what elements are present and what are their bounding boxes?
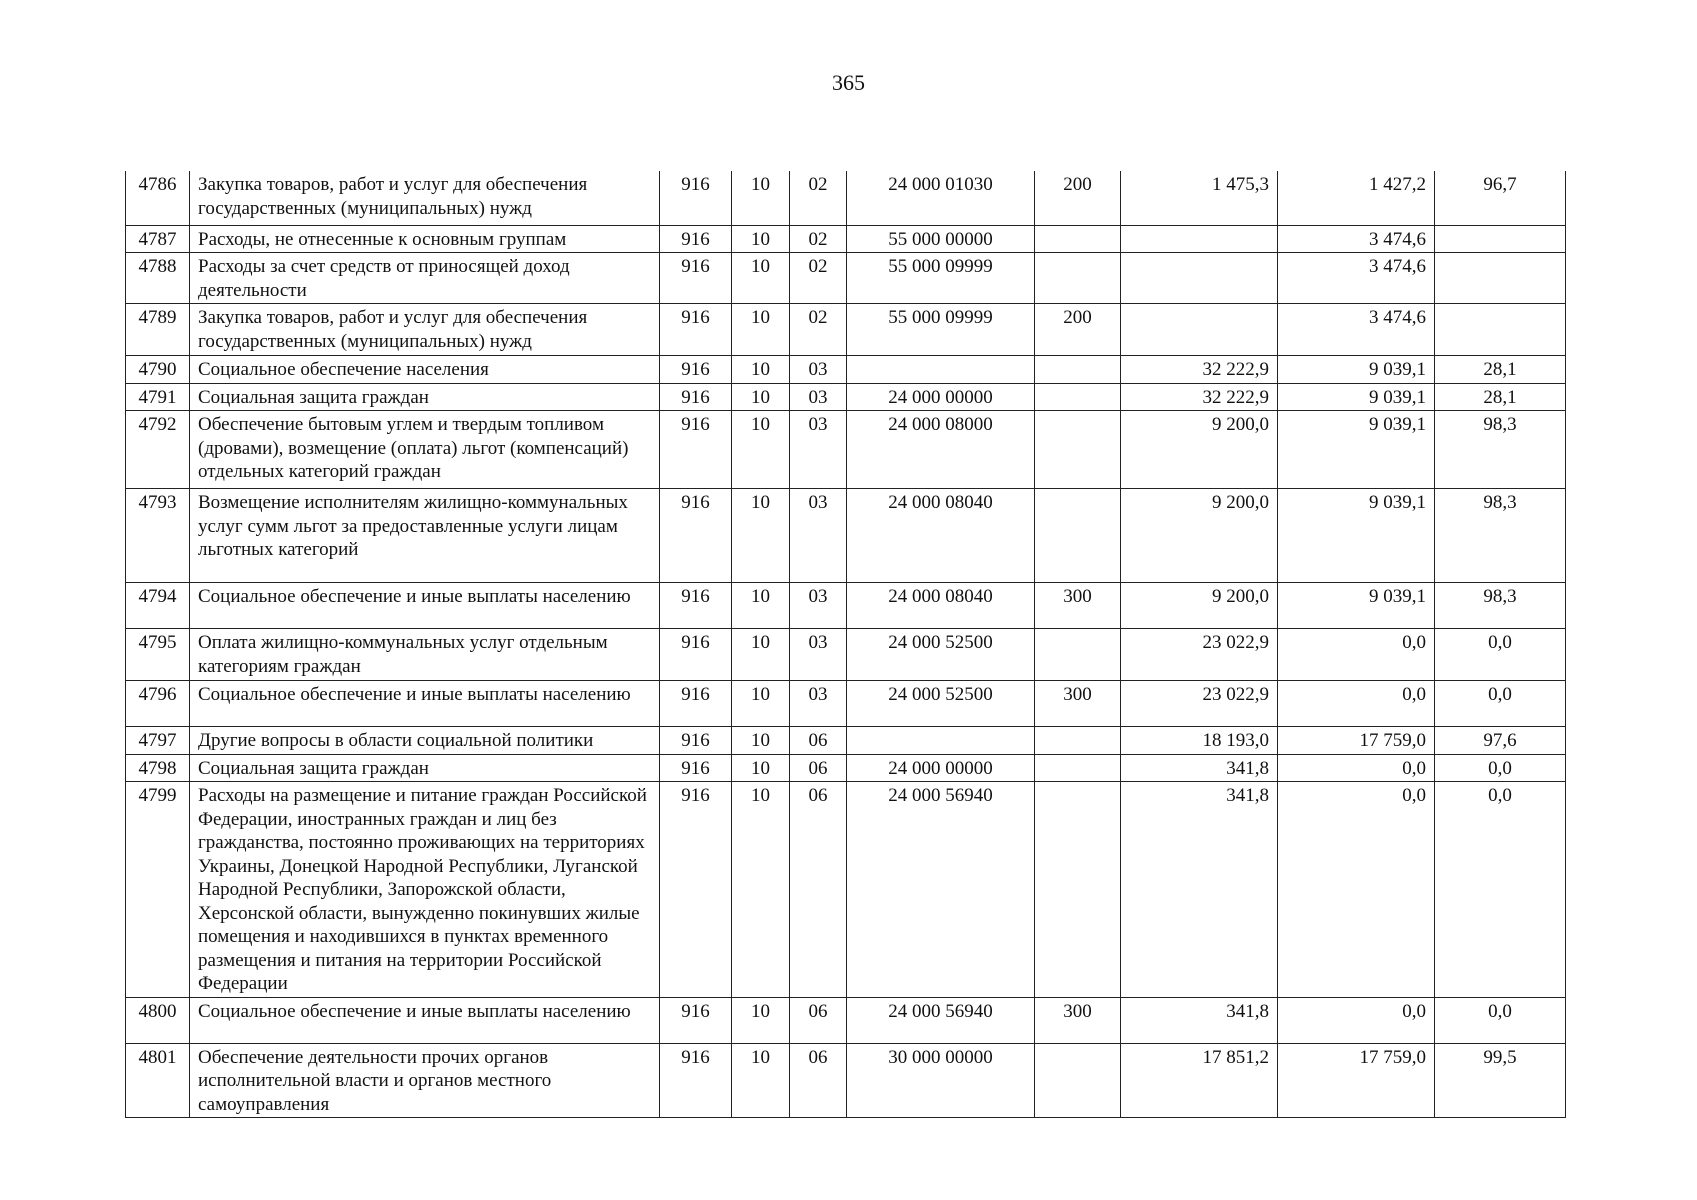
subsection-code-cell: 06: [790, 782, 847, 998]
department-code-cell: 916: [660, 727, 732, 755]
target-article-cell: 30 000 00000: [847, 1043, 1035, 1118]
planned-amount-cell: 341,8: [1121, 754, 1278, 782]
target-article-cell: 55 000 00000: [847, 225, 1035, 253]
department-code-cell: 916: [660, 997, 732, 1043]
actual-amount-cell: 0,0: [1278, 629, 1435, 681]
section-code-cell: 10: [732, 681, 790, 727]
target-article-cell: 24 000 56940: [847, 782, 1035, 998]
subsection-code-cell: 02: [790, 304, 847, 356]
execution-percent-cell: 0,0: [1435, 754, 1566, 782]
actual-amount-cell: 9 039,1: [1278, 356, 1435, 384]
subsection-code-cell: 03: [790, 583, 847, 629]
table-row: [126, 304, 1566, 356]
expense-name-cell: Оплата жилищно-коммунальных услуг отдельным категориям граждан: [190, 629, 660, 681]
subsection-code-cell: 03: [790, 629, 847, 681]
target-article-cell: 24 000 52500: [847, 681, 1035, 727]
department-code-cell: 916: [660, 304, 732, 356]
table-row: [126, 1043, 1566, 1118]
department-code-cell: 916: [660, 754, 732, 782]
expense-name-cell: Другие вопросы в области социальной политики: [190, 727, 660, 755]
department-code-cell: 916: [660, 681, 732, 727]
expense-type-cell: 300: [1035, 997, 1121, 1043]
expense-name-cell: Закупка товаров, работ и услуг для обеспечения государственных (муниципальных) нужд: [190, 304, 660, 356]
planned-amount-cell: 32 222,9: [1121, 356, 1278, 384]
expense-name-cell: Расходы за счет средств от приносящей доход деятельности: [190, 253, 660, 304]
department-code-cell: 916: [660, 489, 732, 583]
target-article-cell: 24 000 08040: [847, 583, 1035, 629]
section-code-cell: 10: [732, 782, 790, 998]
expense-type-cell: [1035, 411, 1121, 489]
subsection-code-cell: 06: [790, 754, 847, 782]
expense-name-cell: Обеспечение бытовым углем и твердым топливом (дровами), возмещение (оплата) льгот (компенсаций) отдельных категорий граждан: [190, 411, 660, 489]
target-article-cell: 24 000 52500: [847, 629, 1035, 681]
table-row: [126, 782, 1566, 998]
planned-amount-cell: 341,8: [1121, 997, 1278, 1043]
row-number-cell: 4788: [126, 253, 190, 304]
table-row: [126, 225, 1566, 253]
planned-amount-cell: [1121, 225, 1278, 253]
execution-percent-cell: [1435, 304, 1566, 356]
subsection-code-cell: 03: [790, 383, 847, 411]
table-row: [126, 356, 1566, 384]
department-code-cell: 916: [660, 356, 732, 384]
section-code-cell: 10: [732, 411, 790, 489]
target-article-cell: 24 000 08000: [847, 411, 1035, 489]
table-row: [126, 489, 1566, 583]
target-article-cell: 55 000 09999: [847, 253, 1035, 304]
planned-amount-cell: 9 200,0: [1121, 411, 1278, 489]
department-code-cell: 916: [660, 411, 732, 489]
planned-amount-cell: 32 222,9: [1121, 383, 1278, 411]
expense-name-cell: Социальное обеспечение и иные выплаты населению: [190, 681, 660, 727]
actual-amount-cell: 0,0: [1278, 754, 1435, 782]
expense-name-cell: Обеспечение деятельности прочих органов исполнительной власти и органов местного самоуправления: [190, 1043, 660, 1118]
subsection-code-cell: 02: [790, 225, 847, 253]
section-code-cell: 10: [732, 754, 790, 782]
section-code-cell: 10: [732, 583, 790, 629]
subsection-code-cell: 03: [790, 411, 847, 489]
expense-type-cell: 200: [1035, 171, 1121, 225]
execution-percent-cell: [1435, 225, 1566, 253]
row-number-cell: 4798: [126, 754, 190, 782]
subsection-code-cell: 02: [790, 253, 847, 304]
subsection-code-cell: 06: [790, 1043, 847, 1118]
row-number-cell: 4792: [126, 411, 190, 489]
row-number-cell: 4800: [126, 997, 190, 1043]
subsection-code-cell: 03: [790, 489, 847, 583]
expense-name-cell: Социальная защита граждан: [190, 754, 660, 782]
subsection-code-cell: 03: [790, 356, 847, 384]
row-number-cell: 4787: [126, 225, 190, 253]
section-code-cell: 10: [732, 304, 790, 356]
department-code-cell: 916: [660, 583, 732, 629]
actual-amount-cell: 17 759,0: [1278, 727, 1435, 755]
budget-table: [125, 171, 1566, 1118]
table-row: [126, 754, 1566, 782]
page-number: 365: [832, 70, 865, 95]
actual-amount-cell: 3 474,6: [1278, 253, 1435, 304]
target-article-cell: 24 000 01030: [847, 171, 1035, 225]
execution-percent-cell: [1435, 253, 1566, 304]
execution-percent-cell: 0,0: [1435, 681, 1566, 727]
table-row: [126, 629, 1566, 681]
table-row: [126, 253, 1566, 304]
department-code-cell: 916: [660, 171, 732, 225]
subsection-code-cell: 06: [790, 997, 847, 1043]
execution-percent-cell: 97,6: [1435, 727, 1566, 755]
execution-percent-cell: 0,0: [1435, 629, 1566, 681]
row-number-cell: 4801: [126, 1043, 190, 1118]
expense-type-cell: [1035, 253, 1121, 304]
section-code-cell: 10: [732, 629, 790, 681]
row-number-cell: 4799: [126, 782, 190, 998]
table-row: [126, 997, 1566, 1043]
execution-percent-cell: 0,0: [1435, 997, 1566, 1043]
planned-amount-cell: 23 022,9: [1121, 681, 1278, 727]
actual-amount-cell: 9 039,1: [1278, 489, 1435, 583]
expense-type-cell: [1035, 225, 1121, 253]
expense-name-cell: Закупка товаров, работ и услуг для обеспечения государственных (муниципальных) нужд: [190, 171, 660, 225]
execution-percent-cell: 0,0: [1435, 782, 1566, 998]
actual-amount-cell: 17 759,0: [1278, 1043, 1435, 1118]
expense-name-cell: Расходы на размещение и питание граждан Российской Федерации, иностранных граждан и лиц без гражданства, постоянно проживающих на территориях Украины, Донецкой Народной Республики, Луганской Народной Республики, Запорожской области, Херсонской области, вынужденно покинувших жилые помещения и находившихся в пунктах временного размещения и питания на территории Российской Федерации: [190, 782, 660, 998]
row-number-cell: 4797: [126, 727, 190, 755]
subsection-code-cell: 03: [790, 681, 847, 727]
table-row: [126, 383, 1566, 411]
target-article-cell: 24 000 08040: [847, 489, 1035, 583]
section-code-cell: 10: [732, 997, 790, 1043]
expense-type-cell: [1035, 782, 1121, 998]
row-number-cell: 4786: [126, 171, 190, 225]
section-code-cell: 10: [732, 727, 790, 755]
department-code-cell: 916: [660, 629, 732, 681]
section-code-cell: 10: [732, 383, 790, 411]
planned-amount-cell: [1121, 304, 1278, 356]
subsection-code-cell: 06: [790, 727, 847, 755]
department-code-cell: 916: [660, 253, 732, 304]
planned-amount-cell: [1121, 253, 1278, 304]
row-number-cell: 4791: [126, 383, 190, 411]
department-code-cell: 916: [660, 225, 732, 253]
planned-amount-cell: 341,8: [1121, 782, 1278, 998]
target-article-cell: [847, 727, 1035, 755]
planned-amount-cell: 23 022,9: [1121, 629, 1278, 681]
target-article-cell: [847, 356, 1035, 384]
actual-amount-cell: 3 474,6: [1278, 304, 1435, 356]
expense-type-cell: 300: [1035, 681, 1121, 727]
expense-type-cell: [1035, 356, 1121, 384]
target-article-cell: 24 000 00000: [847, 754, 1035, 782]
department-code-cell: 916: [660, 782, 732, 998]
target-article-cell: 24 000 56940: [847, 997, 1035, 1043]
planned-amount-cell: 1 475,3: [1121, 171, 1278, 225]
table-row: [126, 171, 1566, 225]
execution-percent-cell: 98,3: [1435, 411, 1566, 489]
row-number-cell: 4790: [126, 356, 190, 384]
actual-amount-cell: 1 427,2: [1278, 171, 1435, 225]
subsection-code-cell: 02: [790, 171, 847, 225]
planned-amount-cell: 9 200,0: [1121, 489, 1278, 583]
expense-type-cell: 200: [1035, 304, 1121, 356]
section-code-cell: 10: [732, 1043, 790, 1118]
planned-amount-cell: 18 193,0: [1121, 727, 1278, 755]
actual-amount-cell: 9 039,1: [1278, 411, 1435, 489]
expense-name-cell: Социальная защита граждан: [190, 383, 660, 411]
row-number-cell: 4795: [126, 629, 190, 681]
expense-type-cell: [1035, 489, 1121, 583]
expense-name-cell: Социальное обеспечение и иные выплаты населению: [190, 583, 660, 629]
section-code-cell: 10: [732, 489, 790, 583]
expense-type-cell: [1035, 727, 1121, 755]
section-code-cell: 10: [732, 253, 790, 304]
target-article-cell: 55 000 09999: [847, 304, 1035, 356]
expense-type-cell: [1035, 383, 1121, 411]
department-code-cell: 916: [660, 1043, 732, 1118]
execution-percent-cell: 28,1: [1435, 383, 1566, 411]
expense-name-cell: Расходы, не отнесенные к основным группам: [190, 225, 660, 253]
execution-percent-cell: 28,1: [1435, 356, 1566, 384]
execution-percent-cell: 96,7: [1435, 171, 1566, 225]
target-article-cell: 24 000 00000: [847, 383, 1035, 411]
actual-amount-cell: 0,0: [1278, 681, 1435, 727]
table-row: [126, 727, 1566, 755]
row-number-cell: 4789: [126, 304, 190, 356]
expense-type-cell: 300: [1035, 583, 1121, 629]
actual-amount-cell: 3 474,6: [1278, 225, 1435, 253]
expense-type-cell: [1035, 629, 1121, 681]
expense-type-cell: [1035, 1043, 1121, 1118]
row-number-cell: 4794: [126, 583, 190, 629]
row-number-cell: 4793: [126, 489, 190, 583]
table-row: [126, 681, 1566, 727]
expense-type-cell: [1035, 754, 1121, 782]
table-row: [126, 583, 1566, 629]
section-code-cell: 10: [732, 356, 790, 384]
row-number-cell: 4796: [126, 681, 190, 727]
section-code-cell: 10: [732, 171, 790, 225]
execution-percent-cell: 98,3: [1435, 489, 1566, 583]
expense-name-cell: Социальное обеспечение населения: [190, 356, 660, 384]
expense-name-cell: Социальное обеспечение и иные выплаты населению: [190, 997, 660, 1043]
actual-amount-cell: 9 039,1: [1278, 383, 1435, 411]
execution-percent-cell: 99,5: [1435, 1043, 1566, 1118]
expense-name-cell: Возмещение исполнителям жилищно-коммунальных услуг сумм льгот за предоставленные услуги лицам льготных категорий: [190, 489, 660, 583]
actual-amount-cell: 9 039,1: [1278, 583, 1435, 629]
actual-amount-cell: 0,0: [1278, 782, 1435, 998]
section-code-cell: 10: [732, 225, 790, 253]
planned-amount-cell: 17 851,2: [1121, 1043, 1278, 1118]
department-code-cell: 916: [660, 383, 732, 411]
table-row: [126, 411, 1566, 489]
planned-amount-cell: 9 200,0: [1121, 583, 1278, 629]
actual-amount-cell: 0,0: [1278, 997, 1435, 1043]
execution-percent-cell: 98,3: [1435, 583, 1566, 629]
